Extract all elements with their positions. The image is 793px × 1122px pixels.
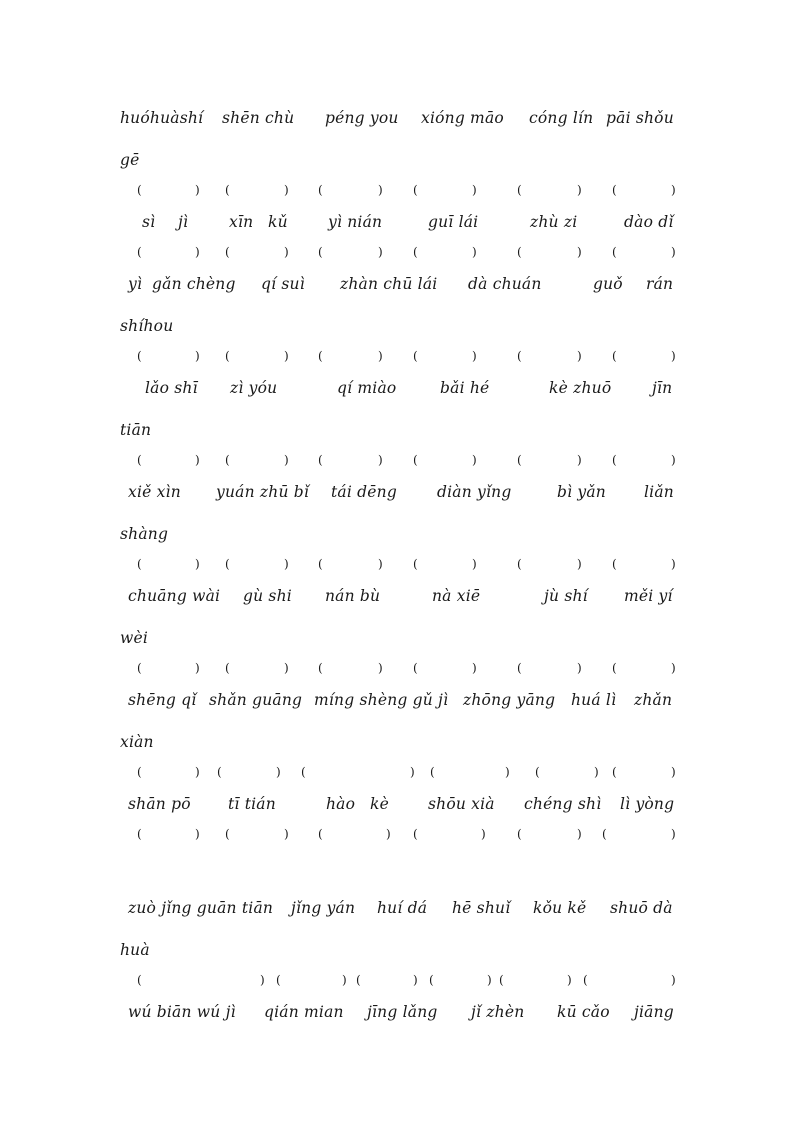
- answer-blank-open[interactable]: (: [225, 183, 230, 197]
- pinyin-word: jù shí: [544, 587, 588, 605]
- answer-blank-open[interactable]: (: [318, 557, 323, 571]
- pinyin-row: [0, 478, 793, 506]
- answer-blank-close[interactable]: ): [342, 973, 347, 987]
- pinyin-word: bǎi hé: [440, 379, 490, 397]
- pinyin-word: gǎn chèng: [152, 275, 236, 293]
- pinyin-word: tiān: [120, 421, 152, 439]
- answer-blank-open[interactable]: (: [301, 765, 306, 779]
- pinyin-word: nà xiē: [432, 587, 481, 605]
- answer-blank-close[interactable]: ): [472, 349, 477, 363]
- answer-blank-close[interactable]: ): [472, 557, 477, 571]
- answer-blank-open[interactable]: (: [612, 661, 617, 675]
- answer-blank-close[interactable]: ): [671, 827, 676, 841]
- answer-blank-close[interactable]: ): [284, 557, 289, 571]
- pinyin-row: [0, 374, 793, 402]
- pinyin-word: zuò jǐng guān tiān: [128, 899, 274, 917]
- answer-blank-open[interactable]: (: [137, 557, 142, 571]
- answer-blank-open[interactable]: (: [318, 827, 323, 841]
- answer-blank-open[interactable]: (: [612, 349, 617, 363]
- answer-row: [0, 550, 793, 578]
- answer-blank-open[interactable]: (: [517, 827, 522, 841]
- answer-blank-close[interactable]: ): [378, 557, 383, 571]
- pinyin-row: [0, 312, 793, 340]
- pinyin-row: [0, 936, 793, 964]
- pinyin-row: [0, 520, 793, 548]
- answer-blank-open[interactable]: (: [430, 765, 435, 779]
- answer-blank-open[interactable]: (: [517, 661, 522, 675]
- pinyin-word: qián mian: [264, 1003, 344, 1021]
- answer-blank-close[interactable]: ): [276, 765, 281, 779]
- pinyin-word: huóhuàshí: [120, 109, 204, 127]
- answer-blank-open[interactable]: (: [517, 557, 522, 571]
- answer-blank-close[interactable]: ): [195, 827, 200, 841]
- pinyin-word: huí dá: [377, 899, 428, 917]
- answer-blank-close[interactable]: ): [671, 661, 676, 675]
- answer-blank-open[interactable]: (: [225, 557, 230, 571]
- pinyin-word: qí suì: [261, 275, 305, 293]
- pinyin-word: nán bù: [325, 587, 381, 605]
- answer-blank-close[interactable]: ): [284, 453, 289, 467]
- pinyin-word: yuán zhū bǐ: [216, 483, 310, 501]
- pinyin-row: [0, 104, 793, 132]
- answer-blank-open[interactable]: (: [499, 973, 504, 987]
- answer-blank-open[interactable]: (: [517, 183, 522, 197]
- answer-blank-open[interactable]: (: [413, 453, 418, 467]
- pinyin-word: péng you: [325, 109, 399, 127]
- pinyin-word: kè: [370, 795, 389, 813]
- answer-blank-close[interactable]: ): [505, 765, 510, 779]
- pinyin-word: zhù zi: [530, 213, 578, 231]
- answer-row: [0, 238, 793, 266]
- answer-blank-open[interactable]: (: [413, 661, 418, 675]
- answer-blank-close[interactable]: ): [671, 349, 676, 363]
- answer-blank-open[interactable]: (: [137, 245, 142, 259]
- answer-blank-open[interactable]: (: [225, 827, 230, 841]
- pinyin-word: shōu xià: [428, 795, 495, 813]
- answer-blank-close[interactable]: ): [378, 349, 383, 363]
- answer-blank-close[interactable]: ): [577, 557, 582, 571]
- pinyin-word: tī tián: [228, 795, 276, 813]
- pinyin-word: jīng lǎng: [367, 1003, 438, 1021]
- answer-blank-open[interactable]: (: [612, 557, 617, 571]
- pinyin-word: liǎn: [644, 483, 674, 501]
- pinyin-word: gù shi: [243, 587, 292, 605]
- pinyin-word: jǐ zhèn: [471, 1003, 525, 1021]
- pinyin-word: wèi: [120, 629, 148, 647]
- pinyin-word: guī lái: [428, 213, 479, 231]
- answer-blank-open[interactable]: (: [612, 765, 617, 779]
- pinyin-word: huà: [120, 941, 150, 959]
- pinyin-word: jiāng: [634, 1003, 674, 1021]
- pinyin-word: pāi shǒu: [606, 109, 674, 127]
- answer-blank-close[interactable]: ): [567, 973, 572, 987]
- answer-blank-close[interactable]: ): [195, 765, 200, 779]
- answer-blank-close[interactable]: ): [472, 245, 477, 259]
- answer-blank-open[interactable]: (: [318, 245, 323, 259]
- answer-row: [0, 758, 793, 786]
- answer-blank-close[interactable]: ): [410, 765, 415, 779]
- answer-blank-open[interactable]: (: [413, 827, 418, 841]
- answer-blank-close[interactable]: ): [378, 245, 383, 259]
- answer-blank-close[interactable]: ): [577, 661, 582, 675]
- pinyin-word: shēng qǐ: [128, 691, 197, 709]
- pinyin-word: xiàn: [120, 733, 154, 751]
- pinyin-word: lì yòng: [620, 795, 675, 813]
- pinyin-word: cóng lín: [529, 109, 594, 127]
- pinyin-row: [0, 728, 793, 756]
- answer-blank-close[interactable]: ): [284, 661, 289, 675]
- pinyin-word: tái dēng: [331, 483, 397, 501]
- answer-blank-open[interactable]: (: [413, 245, 418, 259]
- answer-blank-close[interactable]: ): [284, 827, 289, 841]
- answer-blank-open[interactable]: (: [356, 973, 361, 987]
- answer-blank-close[interactable]: ): [284, 349, 289, 363]
- answer-blank-open[interactable]: (: [612, 183, 617, 197]
- pinyin-row: [0, 582, 793, 610]
- answer-row: [0, 654, 793, 682]
- pinyin-word: zhōng yāng: [463, 691, 556, 709]
- pinyin-word: zhǎn: [634, 691, 673, 709]
- answer-blank-open[interactable]: (: [217, 765, 222, 779]
- pinyin-word: měi yí: [624, 587, 673, 605]
- answer-blank-open[interactable]: (: [276, 973, 281, 987]
- pinyin-word: kǔ: [268, 213, 288, 231]
- pinyin-word: xióng māo: [421, 109, 504, 127]
- answer-blank-close[interactable]: ): [671, 973, 676, 987]
- answer-blank-close[interactable]: ): [577, 183, 582, 197]
- answer-blank-open[interactable]: (: [137, 183, 142, 197]
- answer-blank-open[interactable]: (: [612, 245, 617, 259]
- answer-blank-close[interactable]: ): [472, 183, 477, 197]
- pinyin-word: wú biān wú jì: [128, 1003, 236, 1021]
- answer-blank-close[interactable]: ): [577, 453, 582, 467]
- pinyin-word: dào dǐ: [624, 213, 674, 231]
- answer-blank-close[interactable]: ): [378, 453, 383, 467]
- answer-blank-open[interactable]: (: [583, 973, 588, 987]
- answer-blank-open[interactable]: (: [517, 453, 522, 467]
- answer-blank-open[interactable]: (: [225, 245, 230, 259]
- pinyin-word: hē shuǐ: [452, 899, 511, 917]
- pinyin-word: chéng shì: [524, 795, 602, 813]
- pinyin-word: dà chuán: [468, 275, 542, 293]
- answer-blank-close[interactable]: ): [195, 245, 200, 259]
- answer-blank-open[interactable]: (: [137, 661, 142, 675]
- pinyin-word: kǒu kě: [533, 899, 587, 917]
- answer-blank-close[interactable]: ): [487, 973, 492, 987]
- pinyin-word: huá lì: [571, 691, 617, 709]
- answer-blank-close[interactable]: ): [472, 661, 477, 675]
- pinyin-word: shàng: [120, 525, 169, 543]
- answer-blank-open[interactable]: (: [602, 827, 607, 841]
- pinyin-word: zì yóu: [230, 379, 278, 397]
- answer-blank-open[interactable]: (: [413, 349, 418, 363]
- pinyin-word: lǎo shī: [145, 379, 198, 397]
- answer-blank-open[interactable]: (: [517, 245, 522, 259]
- answer-blank-close[interactable]: ): [195, 183, 200, 197]
- pinyin-word: shǎn guāng: [209, 691, 303, 709]
- pinyin-word: bì yǎn: [557, 483, 606, 501]
- answer-blank-open[interactable]: (: [225, 349, 230, 363]
- pinyin-word: shān pō: [128, 795, 191, 813]
- answer-blank-open[interactable]: (: [413, 557, 418, 571]
- answer-blank-close[interactable]: ): [481, 827, 486, 841]
- answer-blank-close[interactable]: ): [577, 827, 582, 841]
- answer-blank-close[interactable]: ): [671, 245, 676, 259]
- answer-blank-close[interactable]: ): [284, 183, 289, 197]
- answer-blank-close[interactable]: ): [671, 557, 676, 571]
- answer-blank-open[interactable]: (: [137, 765, 142, 779]
- answer-blank-close[interactable]: ): [577, 349, 582, 363]
- answer-blank-close[interactable]: ): [195, 661, 200, 675]
- answer-blank-open[interactable]: (: [318, 349, 323, 363]
- pinyin-word: guǒ: [593, 275, 623, 293]
- answer-blank-open[interactable]: (: [429, 973, 434, 987]
- answer-blank-close[interactable]: ): [284, 245, 289, 259]
- answer-blank-open[interactable]: (: [225, 661, 230, 675]
- answer-blank-close[interactable]: ): [671, 765, 676, 779]
- pinyin-word: kū cǎo: [557, 1003, 610, 1021]
- pinyin-word: xiě xìn: [128, 483, 181, 501]
- answer-blank-close[interactable]: ): [260, 973, 265, 987]
- pinyin-row: [0, 790, 793, 818]
- pinyin-word: shēn chù: [222, 109, 295, 127]
- pinyin-word: chuāng wài: [128, 587, 221, 605]
- answer-blank-close[interactable]: ): [472, 453, 477, 467]
- answer-blank-close[interactable]: ): [386, 827, 391, 841]
- answer-blank-open[interactable]: (: [517, 349, 522, 363]
- answer-blank-open[interactable]: (: [318, 183, 323, 197]
- answer-blank-close[interactable]: ): [671, 453, 676, 467]
- answer-blank-open[interactable]: (: [137, 453, 142, 467]
- answer-row: [0, 446, 793, 474]
- answer-blank-close[interactable]: ): [378, 661, 383, 675]
- pinyin-word: shuō dà: [610, 899, 673, 917]
- answer-blank-close[interactable]: ): [378, 183, 383, 197]
- pinyin-row: [0, 208, 793, 236]
- pinyin-row: [0, 416, 793, 444]
- answer-blank-close[interactable]: ): [577, 245, 582, 259]
- answer-blank-open[interactable]: (: [612, 453, 617, 467]
- answer-blank-close[interactable]: ): [594, 765, 599, 779]
- pinyin-row: [0, 686, 793, 714]
- pinyin-word: rán: [646, 275, 674, 293]
- answer-blank-close[interactable]: ): [671, 183, 676, 197]
- pinyin-word: qí miào: [337, 379, 397, 397]
- answer-blank-open[interactable]: (: [137, 827, 142, 841]
- pinyin-word: sì: [142, 213, 156, 231]
- pinyin-word: kè zhuō: [549, 379, 612, 397]
- answer-blank-close[interactable]: ): [195, 453, 200, 467]
- pinyin-word: hào: [326, 795, 356, 813]
- pinyin-row: [0, 998, 793, 1026]
- pinyin-word: míng shèng gǔ jì: [314, 691, 449, 709]
- answer-blank-open[interactable]: (: [137, 349, 142, 363]
- pinyin-word: yì nián: [328, 213, 383, 231]
- pinyin-row: [0, 270, 793, 298]
- pinyin-word: xīn: [229, 213, 254, 231]
- pinyin-word: yì: [128, 275, 143, 293]
- pinyin-word: zhàn chū lái: [340, 275, 438, 293]
- answer-row: [0, 820, 793, 848]
- pinyin-row: [0, 894, 793, 922]
- answer-blank-close[interactable]: ): [413, 973, 418, 987]
- answer-blank-open[interactable]: (: [137, 973, 142, 987]
- answer-blank-open[interactable]: (: [413, 183, 418, 197]
- pinyin-word: jǐng yán: [291, 899, 356, 917]
- pinyin-word: shíhou: [120, 317, 174, 335]
- pinyin-word: jì: [178, 213, 189, 231]
- pinyin-row: [0, 146, 793, 174]
- answer-row: [0, 342, 793, 370]
- pinyin-row: [0, 624, 793, 652]
- pinyin-word: diàn yǐng: [437, 483, 512, 501]
- pinyin-word: gē: [120, 151, 140, 169]
- pinyin-word: jīn: [652, 379, 673, 397]
- answer-blank-open[interactable]: (: [318, 661, 323, 675]
- answer-blank-open[interactable]: (: [318, 453, 323, 467]
- answer-blank-open[interactable]: (: [225, 453, 230, 467]
- answer-blank-close[interactable]: ): [195, 557, 200, 571]
- answer-blank-open[interactable]: (: [535, 765, 540, 779]
- answer-blank-close[interactable]: ): [195, 349, 200, 363]
- answer-row: [0, 176, 793, 204]
- answer-row: [0, 966, 793, 994]
